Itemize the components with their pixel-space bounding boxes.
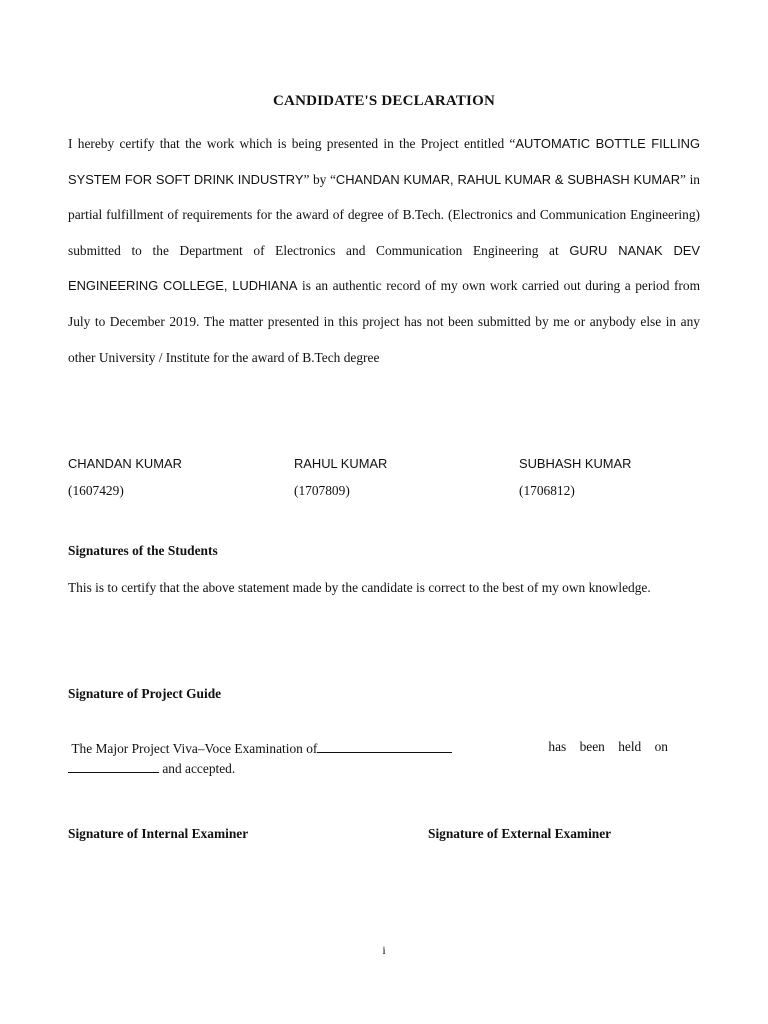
viva-statement xyxy=(68,738,668,778)
exam-name-blank xyxy=(317,738,452,753)
student-name: SUBHASH KUMAR xyxy=(519,456,632,471)
signature-internal-examiner: Signature of Internal Examiner xyxy=(68,826,249,841)
viva-text-2: has been held on xyxy=(548,739,668,754)
viva-text-1: The Major Project Viva–Voce Examination of xyxy=(68,738,452,758)
student-roll: (1707809) xyxy=(294,483,350,498)
exam-date-blank xyxy=(68,758,159,773)
declaration-text-4: is an authentic record of my own work carried out during a period from July to December 2019. The matter presented in this project has not been submitted by me or anybody else in any other University / Institute for the award of B.Tech degree xyxy=(68,278,700,365)
project-title: AUTOMATIC BOTTLE FILLING SYSTEM FOR SOFT DRINK INDUSTRY xyxy=(68,136,700,187)
declaration-text-1: I hereby certify that the work which is being presented in the Project entitled “ xyxy=(68,136,516,151)
authors-names: CHANDAN KUMAR, RAHUL KUMAR & SUBHASH KUMAR xyxy=(335,171,681,187)
student-name: CHANDAN KUMAR xyxy=(68,456,182,471)
page-title: CANDIDATE'S DECLARATION xyxy=(273,93,495,109)
college-name: GURU NANAK DEV ENGINEERING COLLEGE, LUDHIANA xyxy=(68,242,700,294)
declaration-text-3: ” in partial fulfillment of requirements for the award of degree of B.Tech. (Electronics and Communication Engineering) submitted to the Department of Electronics and Communication Engineering at xyxy=(68,171,700,258)
student-block xyxy=(294,450,387,504)
declaration-paragraph xyxy=(68,126,700,375)
student-name: RAHUL KUMAR xyxy=(294,456,388,471)
signature-guide-heading: Signature of Project Guide xyxy=(68,686,222,701)
student-roll: (1706812) xyxy=(519,483,575,498)
student-roll: (1607429) xyxy=(68,483,124,498)
certify-paragraph: This is to certify that the above statement made by the candidate is correct to the best of my own knowledge. xyxy=(68,580,651,595)
signature-external-examiner: Signature of External Examiner xyxy=(428,826,612,841)
declaration-text-2: ” by “ xyxy=(303,171,336,187)
signatures-students-heading: Signatures of the Students xyxy=(68,543,218,558)
viva-text-3: and accepted. xyxy=(162,761,236,776)
student-block xyxy=(68,450,182,504)
page-number: i xyxy=(382,943,386,957)
student-block xyxy=(519,450,631,504)
